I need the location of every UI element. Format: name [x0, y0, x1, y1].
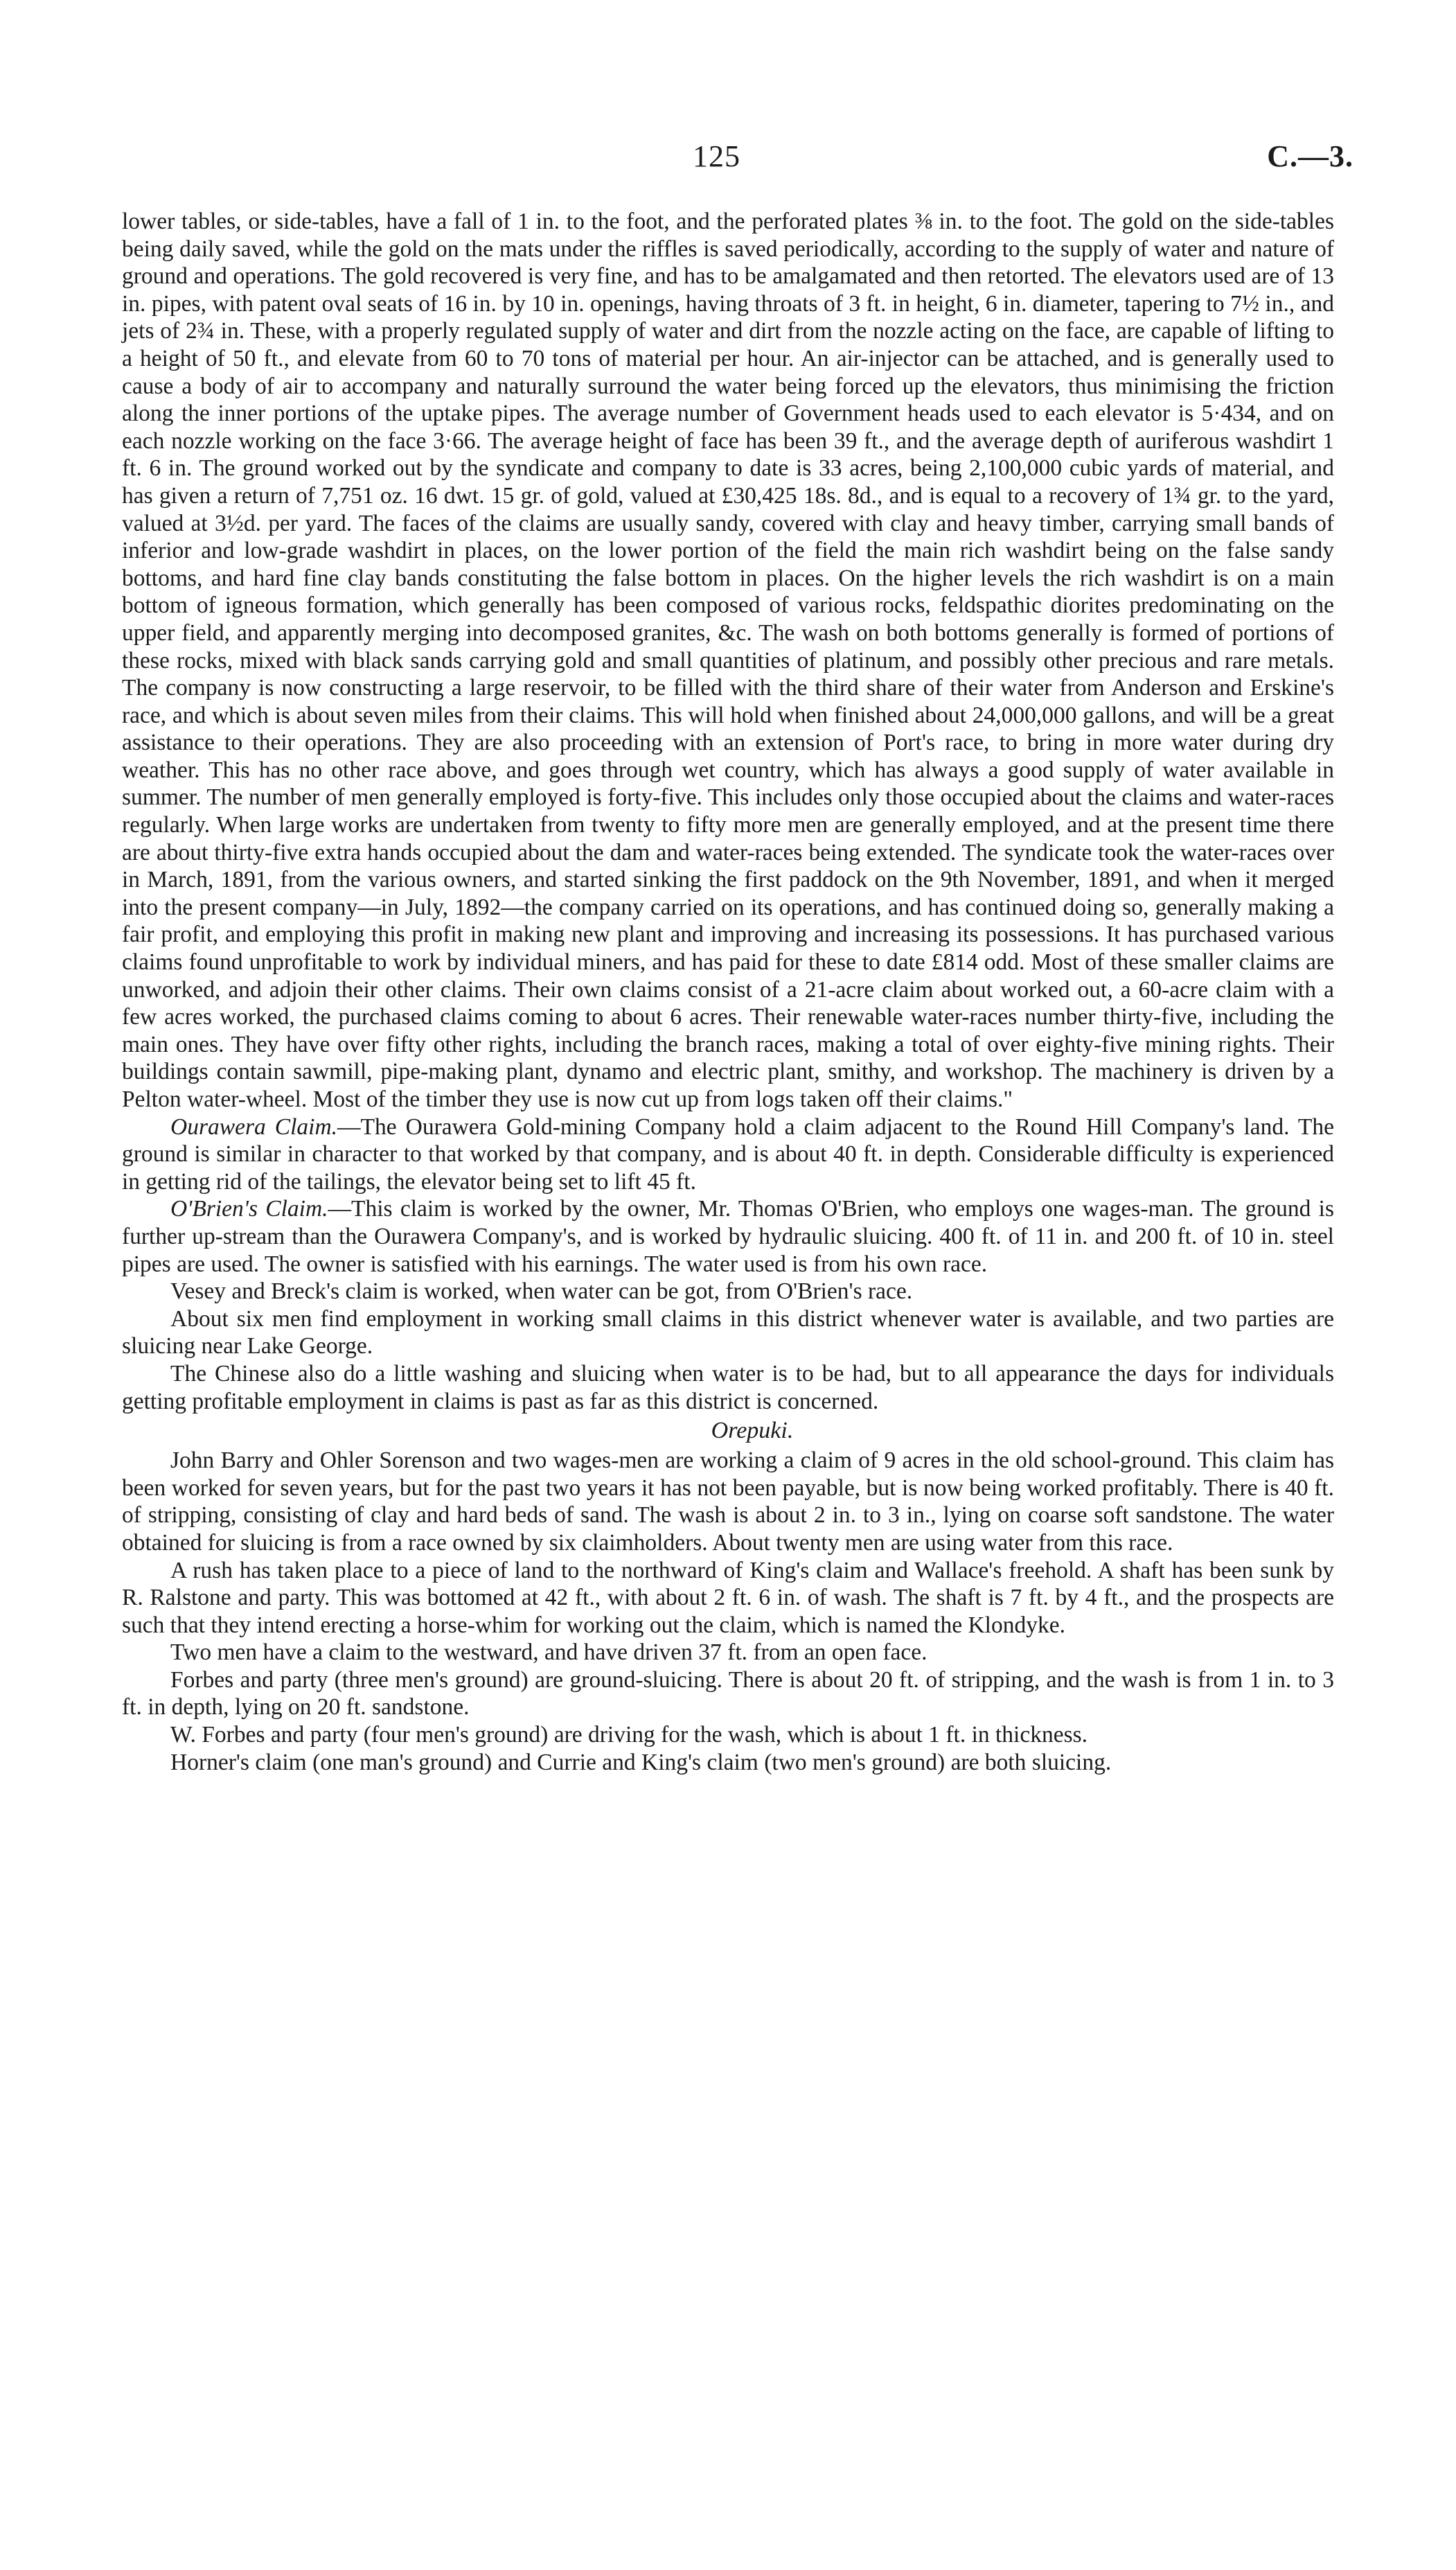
paragraph-body: —The Ourawera Gold-mining Company hold a claim adjacent to the Round Hill Company's land. The ground is similar in character to that worked by that company, and is about 40 ft. in depth. Considerable difficulty is experienced in getting rid of the tailings, the elevator being set to lift 45 ft.	[122, 1114, 1334, 1195]
page-header	[0, 139, 1456, 180]
paragraph: W. Forbes and party (four men's ground) are driving for the wash, which is about 1 ft. in thickness.	[170, 1722, 1088, 1748]
paragraph: Horner's claim (one man's ground) and Currie and King's claim (two men's ground) are both sluicing.	[170, 1749, 1112, 1775]
paragraph-body: —This claim is worked by the owner, Mr. Thomas O'Brien, who employs one wages-man. The ground is further up-stream than the Ourawera Company's, and is worked by hydraulic sluicing. 400 ft. of 11 in. and 200 ft. of 10 in. steel pipes are used. The owner is satisfied with his earnings. The water used is from his own race.	[122, 1196, 1334, 1277]
paragraph: Vesey and Breck's claim is worked, when water can be got, from O'Brien's race.	[170, 1278, 913, 1305]
paragraph: A rush has taken place to a piece of land to the northward of King's claim and Wallace's freehold. A shaft has been sunk by R. Ralstone and party. This was bottomed at 42 ft., with about 2 ft. 6 in. of wash. The shaft is 7 ft. by 4 ft., and the prospects are such that they intend erecting a horse-whim for working out the claim, which is named the Klondyke.	[122, 1557, 1334, 1638]
paragraph-obriens-claim	[122, 1195, 1334, 1278]
paper-reference: C.—3.	[1267, 139, 1353, 173]
page-number: 125	[693, 139, 740, 173]
paragraph: John Barry and Ohler Sorenson and two wages-men are working a claim of 9 acres in the old school-ground. This claim has been worked for seven years, but for the past two years it has not been payable, but is now being worked profitably. There is 40 ft. of stripping, consisting of clay and hard beds of sand. The wash is about 2 in. to 3 in., lying on coarse soft sandstone. The water obtained for sluicing is from a race owned by six claimholders. About twenty men are using water from this race.	[122, 1447, 1334, 1556]
section-heading: Orepuki.	[711, 1418, 794, 1444]
body-text	[122, 208, 1334, 1776]
paragraph: The Chinese also do a little washing and sluicing when water is to be had, but to all appearance the days for individuals getting profitable employment in claims is past as far as this district is concerned.	[122, 1360, 1334, 1414]
paragraph-lead: Ourawera Claim.	[170, 1114, 338, 1140]
paragraph: About six men find employment in working small claims in this district whenever water is available, and two parties are sluicing near Lake George.	[122, 1305, 1334, 1359]
paragraph: Two men have a claim to the westward, and have driven 37 ft. from an open face.	[170, 1639, 927, 1666]
paragraph: Forbes and party (three men's ground) are ground-sluicing. There is about 20 ft. of stripping, and the wash is from 1 in. to 3 ft. in depth, lying on 20 ft. sandstone.	[122, 1666, 1334, 1720]
paragraph-ourawera-claim	[122, 1114, 1334, 1196]
paragraph-continued: lower tables, or side-tables, have a fall of 1 in. to the foot, and the perforated plates ⅜ in. to the foot. The gold on the side-tables being daily saved, while the gold on the mats under the riffles is saved periodically, according to the supply of water and nature of ground and operations. The gold recovered is very fine, and has to be amalgamated and then retorted. The elevators used are of 13 in. pipes, with patent oval seats of 16 in. by 10 in. openings, having throats of 3 ft. in height, 6 in. diameter, tapering to 7½ in., and jets of 2¾ in. These, with a properly regulated supply of water and dirt from the nozzle acting on the face, are capable of lifting to a height of 50 ft., and elevate from 60 to 70 tons of material per hour. An air-injector can be attached, and is generally used to cause a body of air to accompany and naturally surround the water being forced up the elevators, thus minimising the friction along the inner portions of the uptake pipes. The average number of Government heads used to each elevator is 5·434, and on each nozzle working on the face 3·66. The average height of face has been 39 ft., and the average depth of auriferous washdirt 1 ft. 6 in. The ground worked out by the syndicate and company to date is 33 acres, being 2,100,000 cubic yards of material, and has given a return of 7,751 oz. 16 dwt. 15 gr. of gold, valued at £30,425 18s. 8d., and is equal to a recovery of 1¾ gr. to the yard, valued at 3½d. per yard. The faces of the claims are usually sandy, covered with clay and heavy timber, carrying small bands of inferior and low-grade washdirt in places, on the lower portion of the field the main rich washdirt being on the false sandy bottoms, and hard fine clay bands constituting the false bottom in places. On the higher levels the rich washdirt is on a main bottom of igneous formation, which generally has been composed of various rocks, feldspathic diorites predominating on the upper field, and apparently merging into decomposed granites, &c. The wash on both bottoms generally is formed of portions of these rocks, mixed with black sands carrying gold and small quantities of platinum, and possibly other precious and rare metals. The company is now constructing a large reservoir, to be filled with the third share of their water from Anderson and Erskine's race, and which is about seven miles from their claims. This will hold when finished about 24,000,000 gallons, and will be a great assistance to their operations. They are also proceeding with an extension of Port's race, to bring in more water during dry weather. This has no other race above, and goes through wet country, which has always a good supply of water available in summer. The number of men generally employed is forty-five. This includes only those occupied about the claims and water-races regularly. When large works are undertaken from twenty to fifty more men are generally employed, and at the present time there are about thirty-five extra hands occupied about the dam and water-races being extended. The syndicate took the water-races over in March, 1891, from the various owners, and started sinking the first paddock on the 9th November, 1891, and when it merged into the present company—in July, 1892—the company carried on its operations, and has continued doing so, generally making a fair profit, and employing this profit in making new plant and improving and increasing its possessions. It has purchased various claims found unprofitable to work by individual miners, and has paid for these to date £814 odd. Most of these smaller claims are unworked, and adjoin their other claims. Their own claims consist of a 21-acre claim about worked out, a 60-acre claim with a few acres worked, the purchased claims coming to about 6 acres. Their renewable water-races number thirty-five, including the main ones. They have over fifty other rights, including the branch races, making a total of over eighty-five mining rights. Their buildings contain sawmill, pipe-making plant, dynamo and electric plant, smithy, and workshop. The machinery is driven by a Pelton water-wheel. Most of the timber they use is now cut up from logs taken off their claims."	[122, 209, 1334, 1112]
paragraph-lead: O'Brien's Claim.	[170, 1196, 328, 1222]
